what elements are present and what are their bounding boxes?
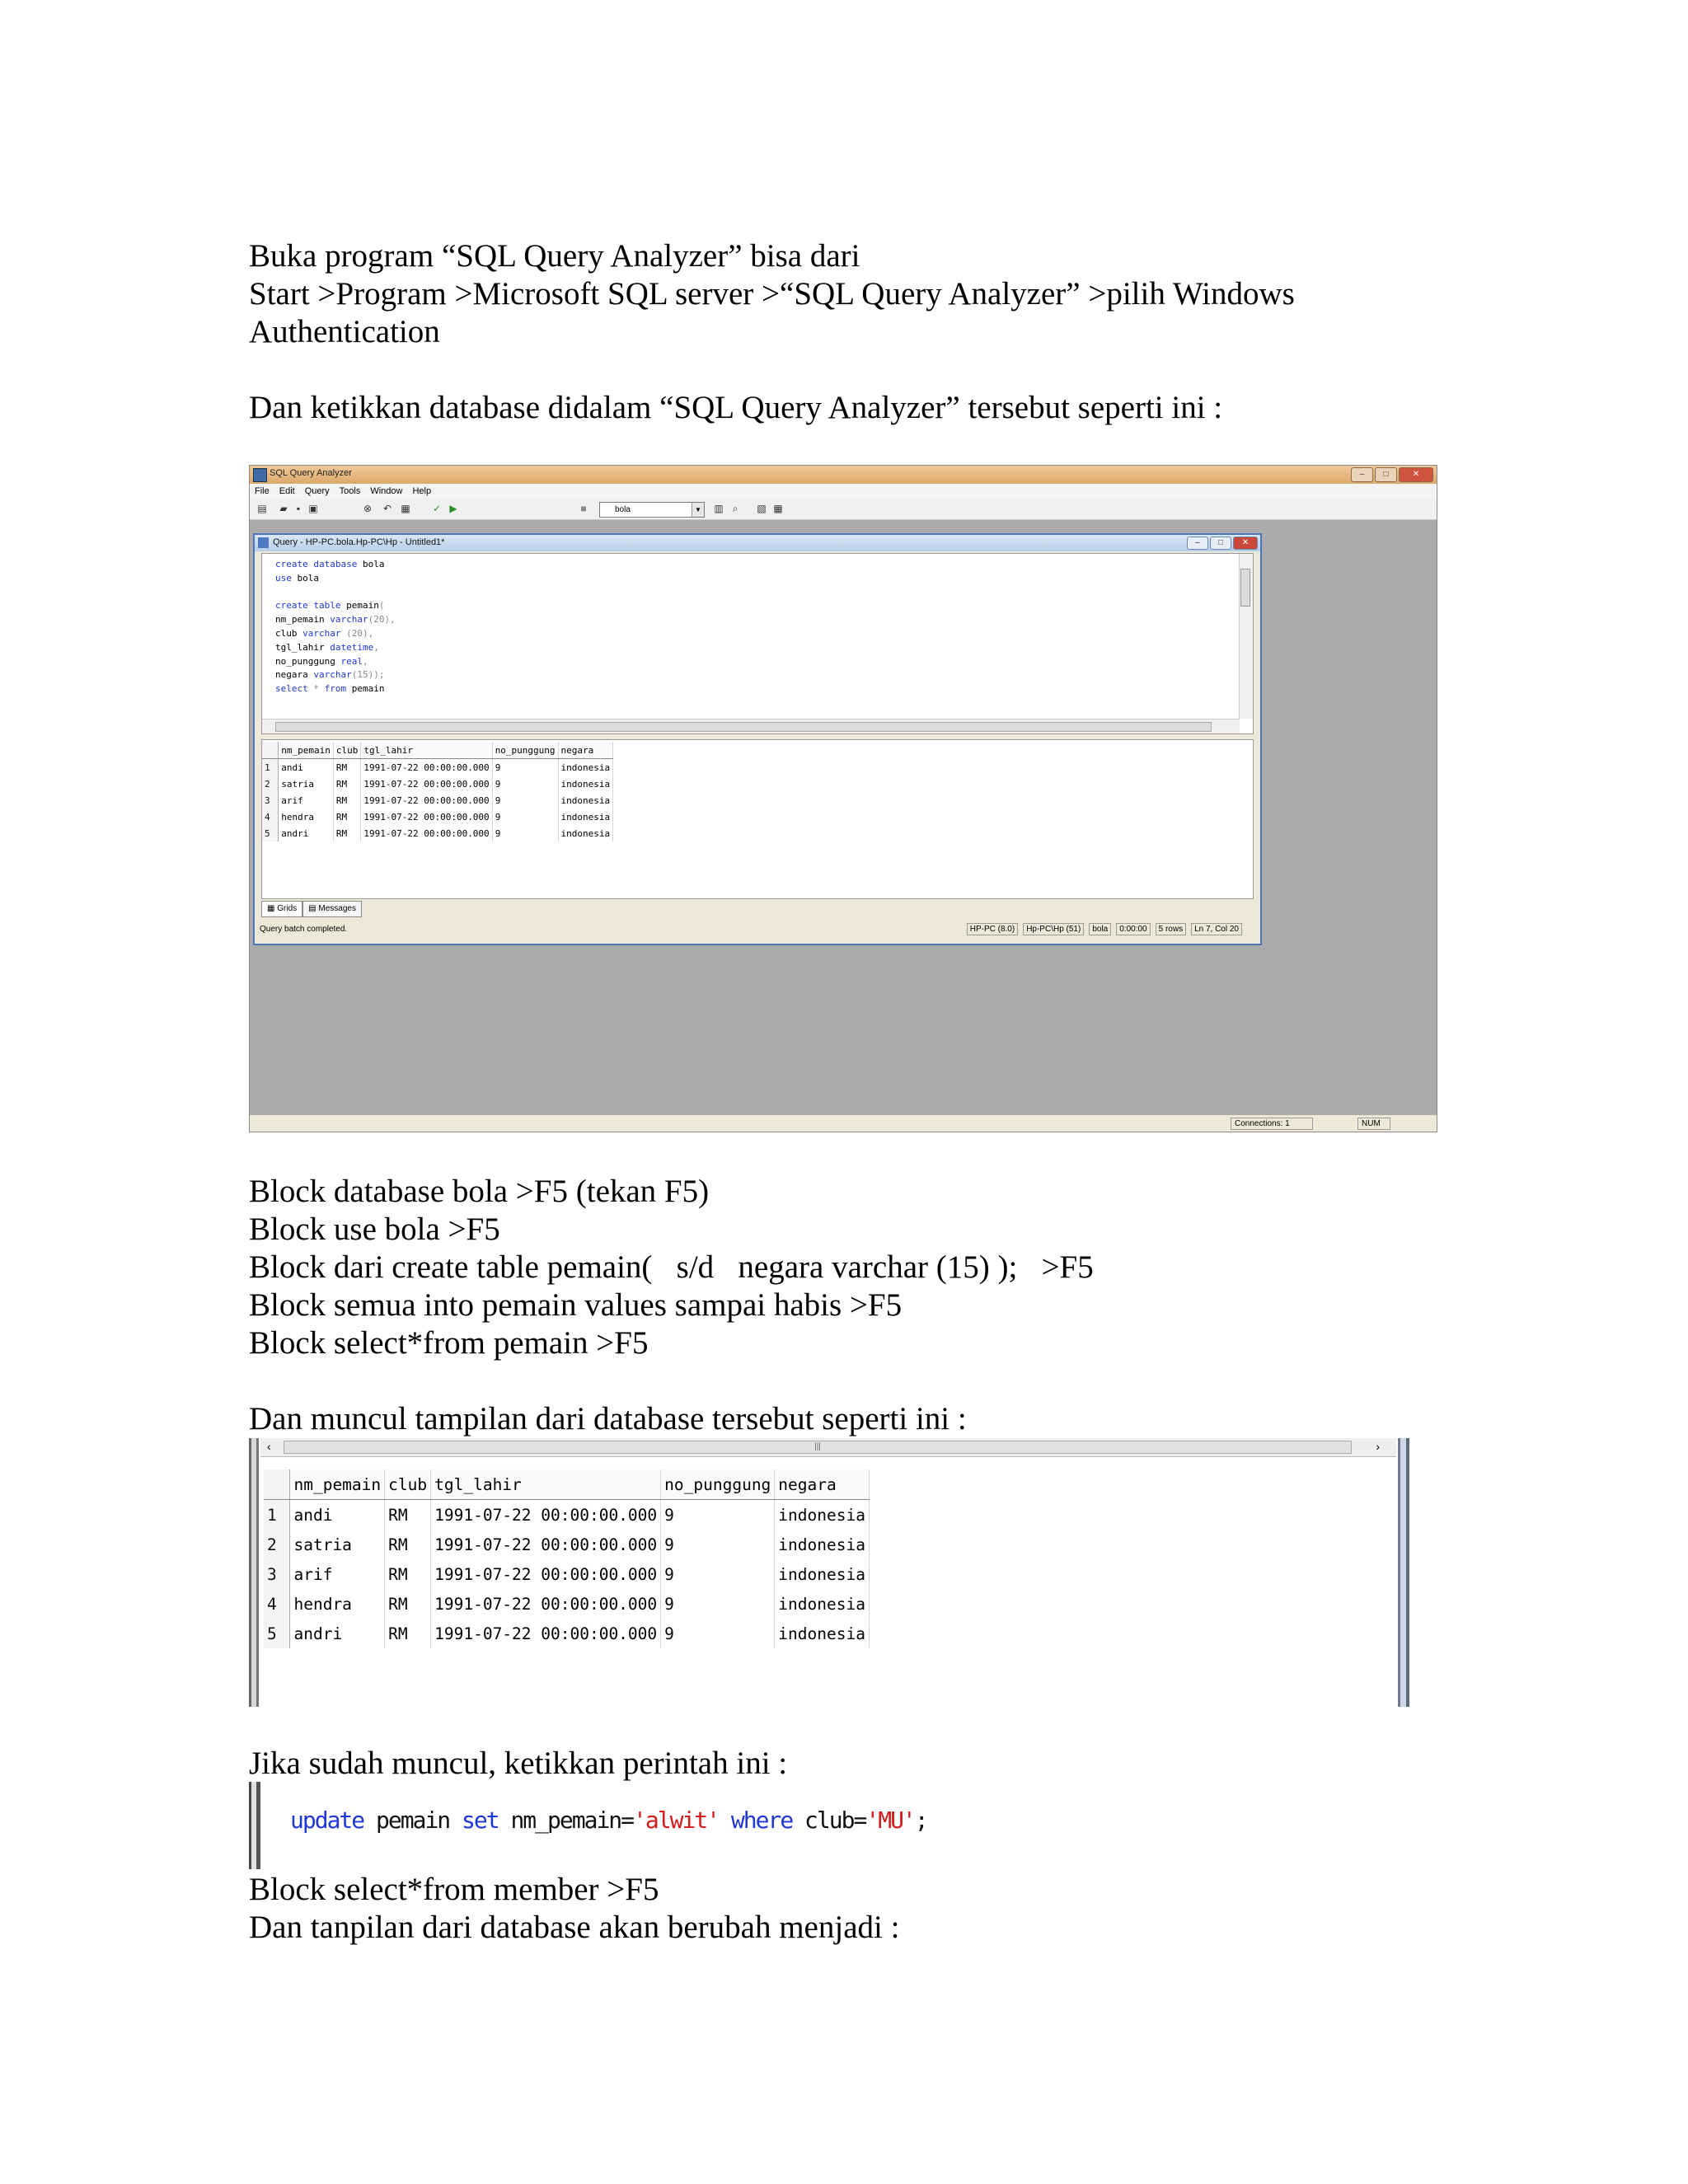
table-cell: 1991-07-22 00:00:00.000 [431,1500,661,1530]
table-cell: 1991-07-22 00:00:00.000 [431,1589,661,1619]
column-header[interactable]: club [333,742,361,759]
row-number: 4 [262,808,279,825]
table-row[interactable] [264,1619,869,1648]
results-grid-zoomed-screenshot [249,1438,1409,1707]
code-token: , [373,641,379,653]
code-line [275,599,396,613]
scroll-left-icon[interactable]: ‹ [267,1440,271,1453]
code-token: varchar [302,627,341,639]
table-cell: RM [385,1530,431,1559]
column-header[interactable]: nm_pemain [290,1469,385,1500]
code-token: (20), [340,627,374,639]
query-editor[interactable] [261,553,1254,734]
code-token: bola [357,559,385,569]
find-icon[interactable]: ⊗ [363,503,373,514]
menu-query[interactable]: Query [304,486,330,496]
tab-grids[interactable]: ▦ Grids [261,901,302,917]
app-title: SQL Query Analyzer [270,468,352,478]
code-line [275,682,396,696]
stop-icon[interactable]: ■ [580,503,587,514]
table-cell: 1991-07-22 00:00:00.000 [431,1559,661,1589]
table-cell: hendra [279,808,334,825]
table-cell: 9 [492,792,558,808]
table-cell: indonesia [558,759,613,776]
table-cell: RM [333,792,361,808]
sql-query-analyzer-screenshot [249,465,1437,1132]
code-line [275,572,396,586]
table-cell: RM [385,1559,431,1589]
code-token: (15)); [351,669,385,681]
update-token: 'alwit' [633,1807,720,1834]
table-cell: 1991-07-22 00:00:00.000 [361,808,492,825]
query-close-button[interactable]: ✕ [1233,537,1258,550]
menu-file[interactable]: File [255,486,270,496]
table-cell: satria [290,1530,385,1559]
intro-line-4: Dan ketikkan database didalam “SQL Query Analyzer” tersebut seperti ini : [249,390,1223,425]
scroll-thumb[interactable] [1240,569,1250,607]
column-header[interactable]: tgl_lahir [361,742,492,759]
code-token: (20), [368,614,396,626]
column-header[interactable]: negara [558,742,613,759]
status-num: NUM [1357,1118,1390,1130]
code-line [275,655,396,669]
row-number-header [262,742,279,759]
step-2: Block use bola >F5 [249,1212,500,1247]
table-cell: andri [290,1619,385,1648]
status-user: Hp-PC\Hp (51) [1023,923,1084,935]
code-line [275,586,396,600]
code-token: varchar [330,614,368,626]
row-number: 4 [264,1589,290,1619]
column-header[interactable]: negara [775,1469,870,1500]
intro-line-1: Buka program “SQL Query Analyzer” bisa dari [249,238,860,274]
table-row[interactable] [264,1589,869,1619]
menu-help[interactable]: Help [412,486,432,496]
update-token: nm_pemain= [498,1807,634,1834]
code-token: use [275,572,292,583]
status-rows: 5 rows [1156,923,1186,935]
table-cell: 1991-07-22 00:00:00.000 [361,792,492,808]
table-cell: RM [333,776,361,792]
update-token: pemain [363,1807,462,1834]
table-cell: arif [279,792,334,808]
column-header[interactable]: tgl_lahir [431,1469,661,1500]
table-cell: 1991-07-22 00:00:00.000 [361,759,492,776]
new-query-icon[interactable]: ▤ [257,503,267,514]
table-cell: RM [385,1589,431,1619]
editor-horizontal-scrollbar[interactable] [262,719,1240,733]
table-cell: indonesia [558,792,613,808]
app-icon [253,468,267,482]
results-mode-icon[interactable]: ▦ [401,503,410,514]
table-cell: indonesia [775,1619,870,1648]
table-cell: indonesia [558,825,613,841]
editor-gutter [249,1782,260,1869]
sql-code [275,558,396,696]
row-number: 5 [262,825,279,841]
column-header[interactable]: no_punggung [661,1469,775,1500]
properties-icon[interactable]: ▧ [757,503,767,514]
results-tabs [261,901,362,917]
after-line-3: Dan tanpilan dari database akan berubah menjadi : [249,1910,900,1945]
table-cell: 1991-07-22 00:00:00.000 [431,1619,661,1648]
editor-vertical-scrollbar[interactable] [1239,554,1253,719]
query-maximize-button[interactable]: □ [1210,537,1231,550]
table-cell: andri [279,825,334,841]
menu-bar [250,484,1437,499]
table-row[interactable] [262,825,613,841]
horizontal-scrollbar[interactable] [260,1438,1396,1457]
parse-check-icon[interactable]: ✓ [432,503,442,514]
table-cell: RM [385,1619,431,1648]
intro-line-2: Start >Program >Microsoft SQL server >“SQL Query Analyzer” >pilih Windows [249,276,1295,312]
table-cell: indonesia [775,1530,870,1559]
code-token: club [275,627,303,639]
code-token: datetime [330,641,374,653]
step-6: Dan muncul tampilan dari database tersebut seperti ini : [249,1401,967,1436]
table-cell: satria [279,776,334,792]
table-cell: RM [333,825,361,841]
table-row[interactable] [262,759,613,776]
query-icon [258,537,269,548]
table-cell: 1991-07-22 00:00:00.000 [361,776,492,792]
results-grid [261,739,1254,899]
code-line [275,558,396,572]
query-status-bar [256,921,1259,940]
table-cell: RM [385,1500,431,1530]
table-cell: arif [290,1559,385,1589]
table-cell: indonesia [558,808,613,825]
table-cell: andi [290,1500,385,1530]
table-cell: 9 [492,776,558,792]
scroll-thumb[interactable] [275,722,1212,732]
step-3: Block dari create table pemain( s/d negara varchar (15) ); >F5 [249,1249,1094,1285]
maximize-button[interactable]: □ [1375,467,1397,482]
table-cell: indonesia [558,776,613,792]
table-cell: RM [333,759,361,776]
table-row[interactable] [262,792,613,808]
table-cell: 1991-07-22 00:00:00.000 [431,1530,661,1559]
code-token: real [340,655,363,667]
after-line-2: Block select*from member >F5 [249,1872,659,1907]
table-cell: andi [279,759,334,776]
results-table [262,742,613,841]
tab-messages[interactable]: ▤ Messages [302,901,362,917]
code-line [275,613,396,627]
results-table-zoomed [264,1469,870,1648]
table-cell: 1991-07-22 00:00:00.000 [361,825,492,841]
column-header[interactable]: nm_pemain [279,742,334,759]
database-select-value: bola [615,505,631,514]
update-token: where [730,1807,793,1834]
app-title-bar [250,466,1437,484]
row-number-header [264,1469,290,1500]
code-token: nm_pemain [275,614,331,626]
table-row[interactable] [264,1530,869,1559]
menu-tools[interactable]: Tools [339,486,361,496]
tab-grids-label: Grids [277,904,298,913]
code-line [275,641,396,655]
table-cell: 9 [661,1530,775,1559]
code-token: negara [275,669,314,681]
code-token: * [307,683,325,695]
left-border [249,1438,259,1707]
row-number: 3 [264,1559,290,1589]
execute-icon[interactable]: ▶ [449,503,457,514]
code-token: varchar [313,669,352,681]
code-token: tgl_lahir [275,641,331,653]
table-cell: 9 [661,1500,775,1530]
minimize-button[interactable]: – [1351,467,1373,482]
column-header[interactable]: club [385,1469,431,1500]
after-line-1: Jika sudah muncul, ketikkan perintah ini : [249,1746,788,1781]
code-token: no_punggung [275,655,341,667]
menu-window[interactable]: Window [370,486,403,496]
update-code [290,1807,927,1834]
chevron-down-icon[interactable]: ▼ [692,503,704,517]
step-5: Block select*from pemain >F5 [249,1325,649,1361]
table-row[interactable] [262,776,613,792]
table-row[interactable] [264,1500,869,1530]
scroll-right-icon[interactable]: › [1376,1440,1380,1453]
code-token: ( [378,600,385,612]
code-token: pemain [340,600,379,612]
toolbar [250,499,1437,520]
menu-edit[interactable]: Edit [279,486,295,496]
table-cell: indonesia [775,1589,870,1619]
status-database: bola [1089,923,1111,935]
tab-messages-label: Messages [318,904,356,913]
update-token: club= [792,1807,866,1834]
code-token: create table [275,600,341,612]
update-token: set [462,1807,499,1834]
table-cell: 9 [492,808,558,825]
query-window-title: Query - HP-PC.bola.Hp-PC\Hp - Untitled1* [273,537,445,547]
object-browser-icon[interactable]: ▥ [714,503,724,514]
table-row[interactable] [264,1559,869,1589]
table-cell: RM [333,808,361,825]
table-cell: 9 [661,1619,775,1648]
right-border [1398,1438,1409,1707]
app-status-bar [250,1114,1437,1132]
grid-icon[interactable]: ▦ [773,503,783,514]
table-cell: 9 [661,1589,775,1619]
table-cell: hendra [290,1589,385,1619]
column-header[interactable]: no_punggung [492,742,558,759]
load-icon[interactable]: ▣ [308,503,318,514]
row-number: 3 [262,792,279,808]
query-minimize-button[interactable]: – [1187,537,1208,550]
row-number: 5 [264,1619,290,1648]
row-number: 1 [262,759,279,776]
step-4: Block semua into pemain values sampai habis >F5 [249,1287,903,1323]
object-search-icon[interactable]: ⌕ [732,503,738,514]
scroll-thumb[interactable]: ||| [284,1441,1352,1454]
update-token [719,1807,731,1834]
table-cell: indonesia [775,1559,870,1589]
row-number: 1 [264,1500,290,1530]
table-cell: indonesia [775,1500,870,1530]
code-line [275,668,396,682]
status-position: Ln 7, Col 20 [1191,923,1242,935]
undo-icon[interactable]: ↶ [382,503,392,514]
row-number: 2 [264,1530,290,1559]
table-cell: 9 [661,1559,775,1589]
query-window-title-bar [255,535,1260,551]
update-statement-screenshot [249,1782,927,1869]
update-token: 'MU' [865,1807,915,1834]
save-icon[interactable]: ▪ [296,503,301,514]
open-icon[interactable]: ▰ [279,503,288,514]
table-cell: 9 [492,759,558,776]
status-server: HP-PC (8.0) [967,923,1018,935]
database-select[interactable] [599,502,705,518]
code-line [275,627,396,641]
step-1: Block database bola >F5 (tekan F5) [249,1174,710,1209]
table-row[interactable] [262,808,613,825]
status-time: 0:00:00 [1116,923,1150,935]
query-window [253,533,1262,945]
close-button[interactable]: ✕ [1399,467,1433,482]
code-token: create database [275,559,358,569]
code-token: bola [291,572,319,583]
status-connections: Connections: 1 [1231,1118,1313,1130]
update-token: ; [914,1807,927,1834]
update-token: update [290,1807,364,1834]
code-token: , [362,655,368,667]
code-token: from [324,683,347,695]
intro-line-3: Authentication [249,314,440,349]
status-message: Query batch completed. [260,925,348,934]
row-number: 2 [262,776,279,792]
table-cell: 9 [492,825,558,841]
code-token: select [275,683,308,695]
code-token: pemain [346,683,385,695]
